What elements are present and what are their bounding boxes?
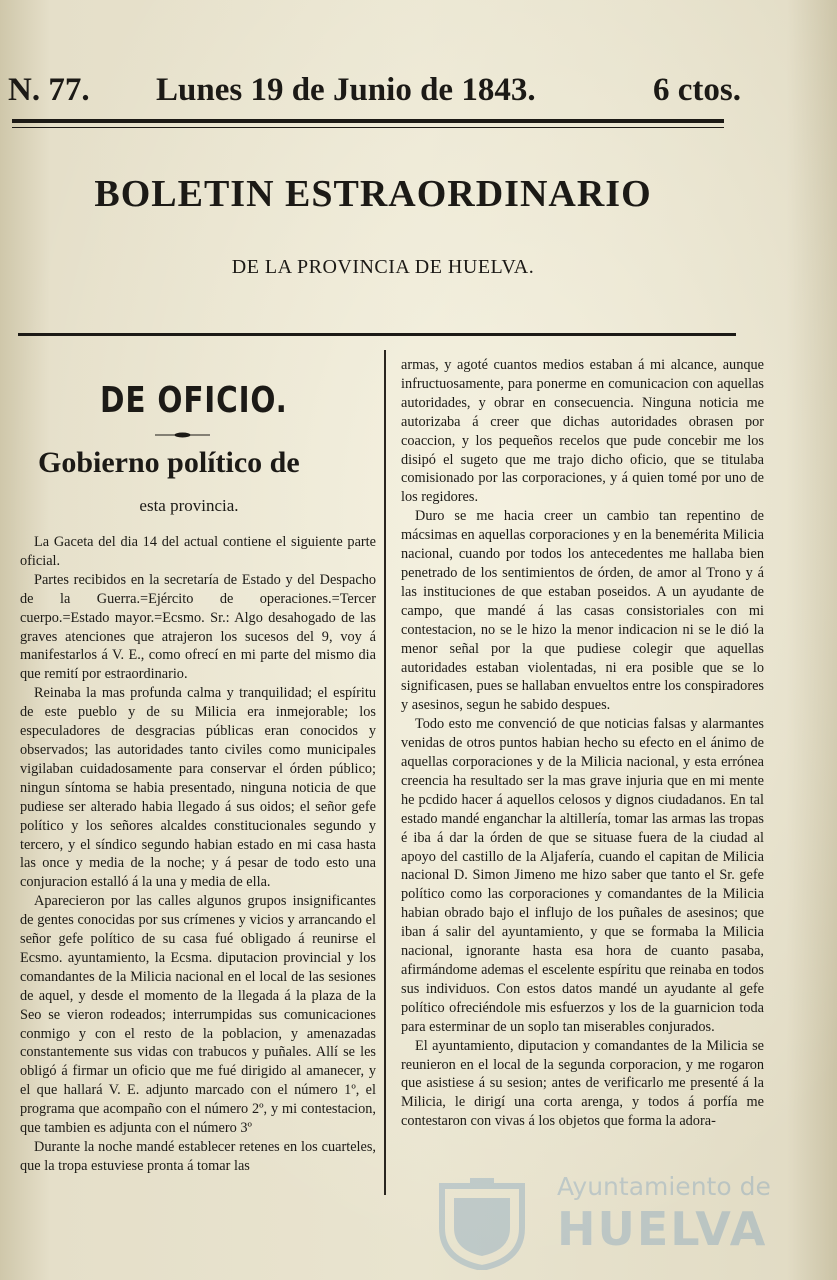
masthead-rule-thin [12,127,724,128]
paragraph: Aparecieron por las calles algunos grupos insignificantes de gentes conocidas por sus crímenes y vicios y arrancando el señor gefe político de su casa fué obligado á reunirse el Ecsmo. ayuntamiento, la Ecsma. diputacion provincial y los comandantes de la Milicia nacional en el local de las sesiones de aquel, y desde el momento de la llegada á la plaza de la Seo se vieron rodeados; interrumpidas sus comunicaciones conmigo y con el resto de la poblacion, y amenazadas constantemente sus vidas con trabucos y puñales. Allí se les obligó á firmar un oficio que me fué dirigido al amanecer, y el que hallará V. E. adjunto marcado con el número 1º, el programa que acompaño con el número 2º, y mi contestacion, que tambien es adjunta con el número 3º [20,893,376,1137]
section-heading: Gobierno político de [38,446,300,479]
right-column [401,356,764,1131]
paragraph: Reinaba la mas profunda calma y tranquilidad; el espíritu de este pueblo y de su Milicia era inmejorable; los especuladores de desgracias públicas eran conocidos y observados; las autoridades tanto civiles como municipales vigilaban cuidadosamente para conservar el órden público; ningun síntoma se habia presentado, ninguna noticia de que pudiese ser alterado habia llegado á sus oidos; el señor gefe político y los señores alcaldes constitucionales segundo y tercero, y el síndico segundo habian estado en mi casa hasta las once y media de la noche; y á pesar de todo esto una conjuracion estalló á la una y media de ella. [20,685,376,891]
watermark-text: Ayuntamiento de [557,1172,771,1201]
header-rule [18,333,736,336]
masthead-rule-thick [12,119,724,123]
issue-date: Lunes 19 de Junio de 1843. [156,72,536,108]
coat-of-arms-icon [432,1178,532,1270]
paragraph: Todo esto me convenció de que noticias falsas y alarmantes venidas de otros puntos habian hecho su efecto en el ánimo de aquellas corporaciones y de la Milicia nacional, y esta errónea creencia ha resultado ser la mas grave injuria que en mi mente he pcdido hacer á aquellos celosos y dignos ciudadanos. En tal estado mandé enganchar la altillería, tomar las armas las tropas é iba á dar la órden de que se situase fuera de la ciudad al apoyo del castillo de la Aljafería, cuando el capitan de Milicia nacional D. Simon Jimeno me hizo saber que tanto el Sr. gefe político como las corporaciones y comandantes de la Milicia habian obrado bajo el influjo de los puñales de asesinos; que iban á salir del ayuntamiento, y que se formaba la Milicia nacional, ignorante hasta esa hora de cuanto pasaba, afirmándome ademas el escelente espíritu que reinaba en todos sus individuos. Con estos datos mandé un ayudante al gefe político ofreciéndole mis esfuerzos y los de la guarnicion toda para esterminar de un soplo tan miserables conjurados. [401,716,764,1035]
paragraph: Duro se me hacia creer un cambio tan repentino de mácsimas en aquellas corporaciones y en la benemérita Milicia nacional, cuando por todos los antecedentes me hallaba bien penetrado de los sentimientos de órden, de amor al Trono y á las instituciones de que estaban poseidos. A un ayudante de campo, que mandé á las casas consistoriales con mi contestacion, no se le hizo la menor indicacion ni se le dió la menor señal por la que pudiese colegir que aquellas autoridades estaban violentadas, ni era posible que se lo significasen, pues se hallaban envueltos entre los conspiradores y asesinos, segun he sabido despues. [401,508,764,714]
paragraph: La Gaceta del dia 14 del actual contiene el siguiente parte oficial. [20,534,376,569]
section-subheading: esta provincia. [139,496,239,515]
newspaper-subtitle: DE LA PROVINCIA DE HUELVA. [231,256,535,278]
issue-number: N. 77. [8,72,90,108]
issue-price: 6 ctos. [653,72,741,108]
paragraph: armas, y agoté cuantos medios estaban á mi alcance, aunque infructuosamente, para ponerme en comunicacion con aquellas autoridades, y obrar en consecuencia. Ninguna noticia me autorizaba á creer que dichas autoridades obrasen por coaccion, y los pequeños recelos que pude concebir me los disipó el sugeto que me trajo dicho oficio, que se titulaba comisionado por las corporaciones, y á quien tomé por uno de los regidores. [401,357,764,506]
ornament-divider [155,432,210,438]
section-label: DE OFICIO. [100,380,288,421]
paragraph: El ayuntamiento, diputacion y comandantes de la Milicia se reunieron en el local de la segunda corporacion, y me rogaron que asistiese á su sesion; antes de verificarlo me presenté á la Milicia, le dirigí una corta arenga, y todos á porfía me contestaron con vivas á los objetos que forma la adora- [401,1037,764,1130]
column-divider [384,350,386,1195]
watermark-city: HUELVA [557,1202,768,1256]
paragraph: Partes recibidos en la secretaría de Estado y del Despacho de la Guerra.=Ejército de operaciones.=Tercer cuerpo.=Estado mayor.=Ecsmo. Sr.: Algo desahogado de las graves atenciones que atrajeron los sucesos del 9, voy á manifestarlos á V. E., como ofrecí en mi parte del mismo dia que remití por estraordinario. [20,571,376,683]
masthead [8,72,748,122]
watermark [432,1168,772,1273]
newspaper-title: BOLETIN ESTRAORDINARIO [94,173,652,215]
paragraph: Durante la noche mandé establecer retenes en los cuarteles, que la tropa estuviese pronta á tomar las [20,1139,376,1174]
left-column [20,533,376,1176]
